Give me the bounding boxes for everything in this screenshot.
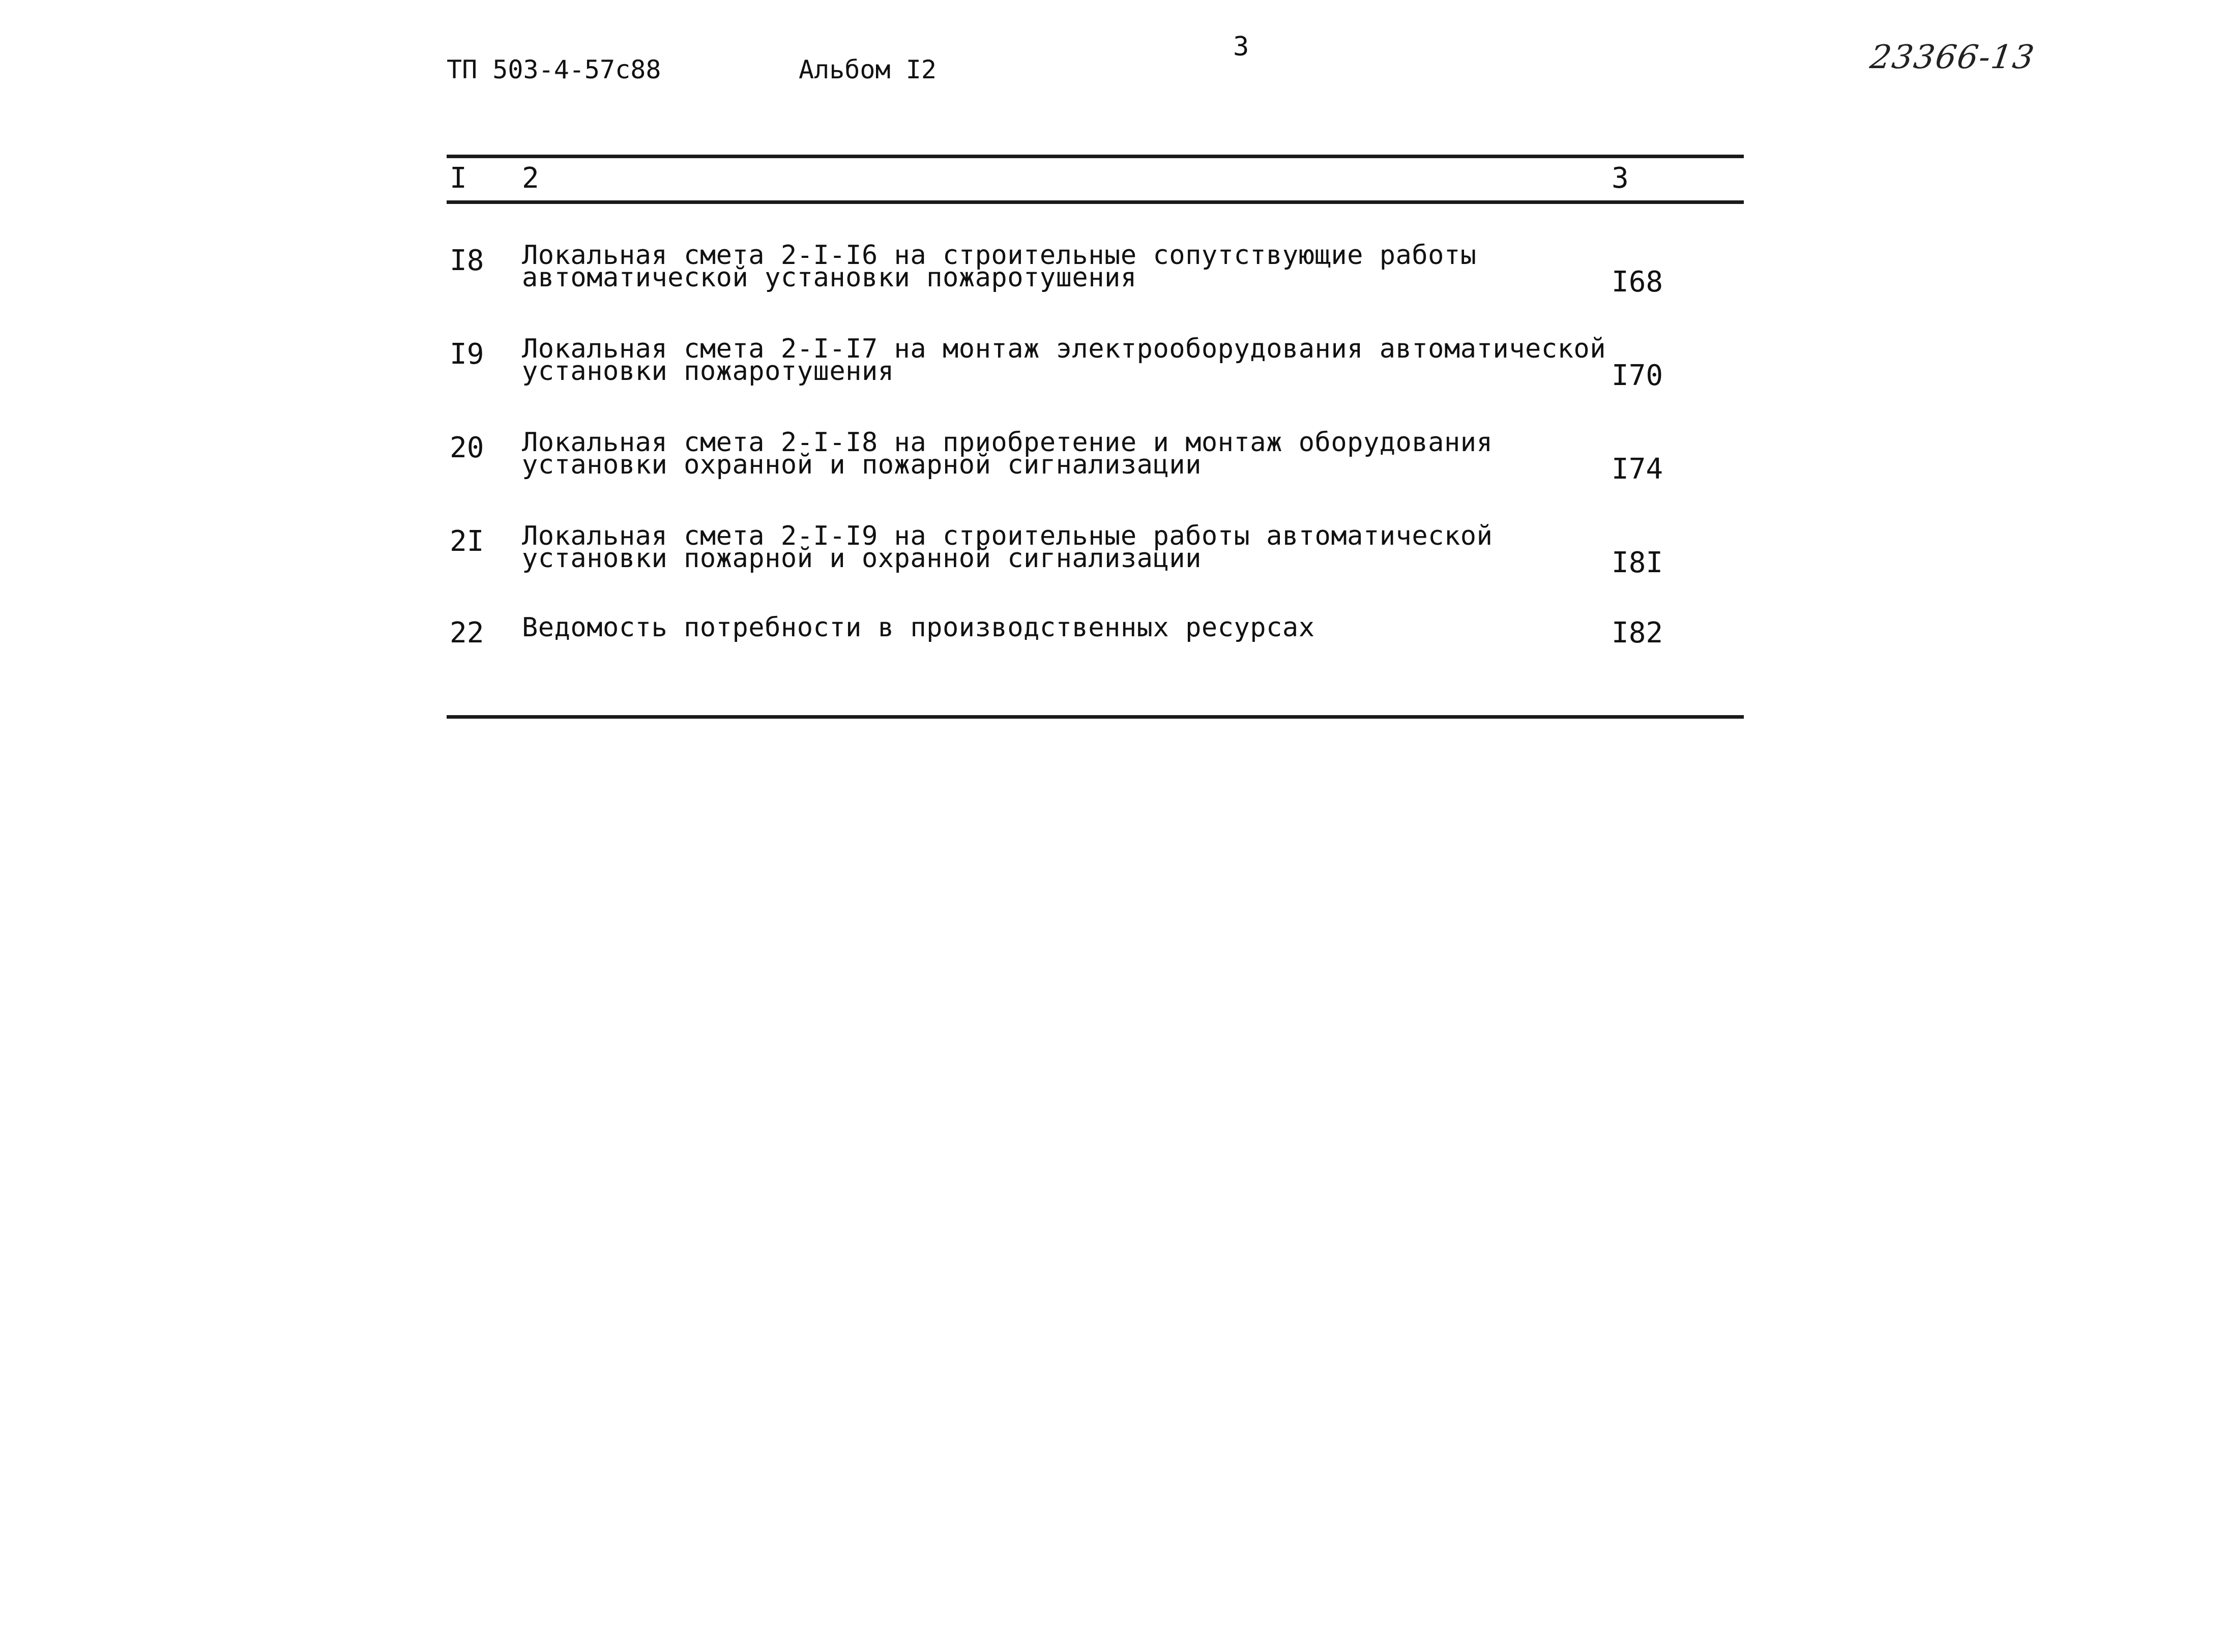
row-number: 2I [450,525,484,558]
page-number: 3 [1233,32,1249,62]
row-description-line: Локальная смета 2-I-I9 на строительные работы автоматической [522,521,1493,551]
column-header-1: I [450,162,467,195]
row-description-line: установки пожаротушения [522,356,894,387]
row-number: 20 [450,431,484,464]
row-description-line: установки пожарной и охранной сигнализации [522,543,1202,574]
row-description [522,521,1493,574]
row-description-line: Локальная смета 2-I-I7 на монтаж электрооборудования автоматической [522,334,1606,364]
document-code: ТП 503-4-57с88 [447,55,661,84]
table-top-rule [447,155,1744,158]
row-description [522,612,1315,643]
row-description [522,240,1477,293]
table-header-rule [447,200,1744,204]
row-page: I74 [1612,453,1663,486]
row-description-line: автоматической установки пожаротушения [522,262,1137,293]
row-description [522,427,1493,480]
row-page: I68 [1612,266,1663,299]
row-page: I82 [1612,616,1663,650]
table-bottom-rule [447,715,1744,719]
row-number: I9 [450,338,484,371]
row-description [522,334,1606,387]
row-description-line: Локальная смета 2-I-I6 на строительные сопутствующие работы [522,240,1477,271]
column-header-2: 2 [522,162,539,195]
row-description-line: Ведомость потребности в производственных ресурсах [522,612,1315,643]
row-number: I8 [450,244,484,277]
row-page: I70 [1612,359,1663,392]
row-page: I8I [1612,546,1663,579]
album-label: Альбом I2 [799,55,937,84]
row-number: 22 [450,616,484,650]
row-description-line: Локальная смета 2-I-I8 на приобретение и монтаж оборудования [522,427,1493,458]
row-description-line: установки охранной и пожарной сигнализации [522,450,1202,480]
handwritten-mark: 23366-13 [1868,39,2038,76]
column-header-3: 3 [1612,162,1629,195]
